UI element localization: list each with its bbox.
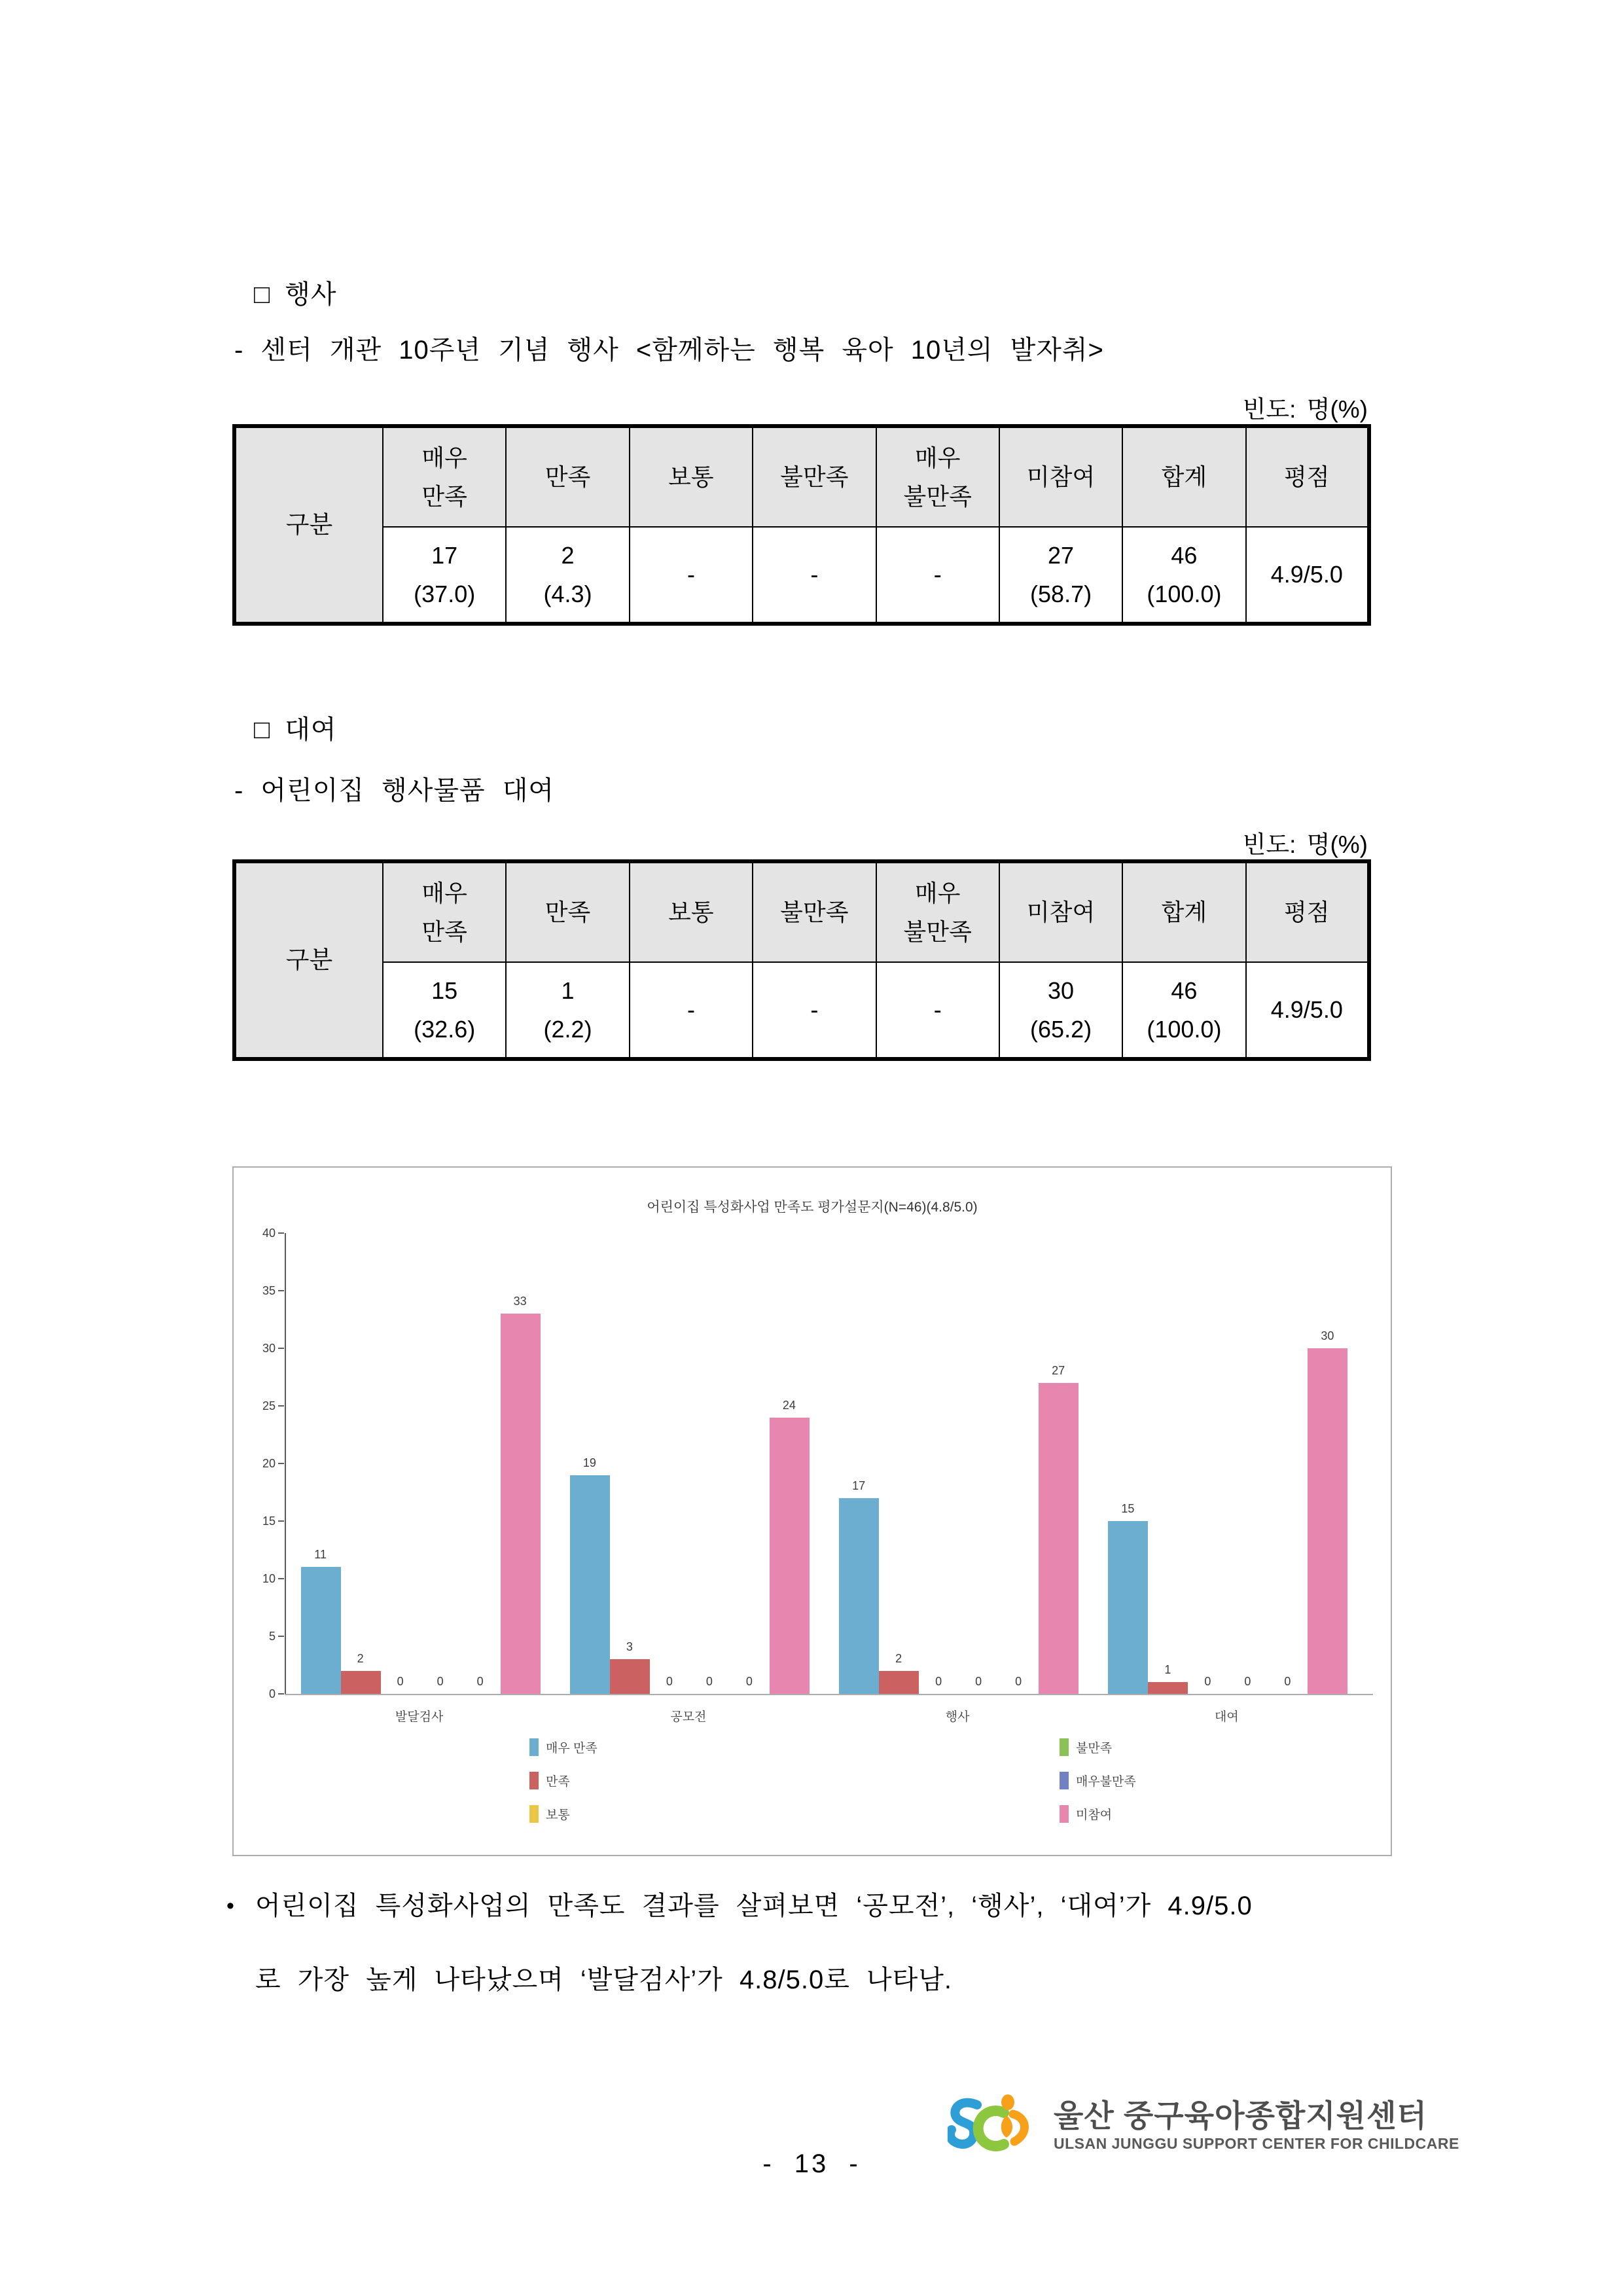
bar-slot: [690, 1233, 730, 1694]
y-axis-tick-mark: [278, 1463, 284, 1464]
col-header: 만족: [506, 861, 629, 962]
bar-value-label: 0: [437, 1675, 444, 1688]
col-header: 보통: [630, 426, 753, 527]
bar-value-label: 3: [626, 1640, 633, 1654]
legend-item-만족: [529, 1772, 597, 1789]
col-header: 만족: [506, 426, 629, 527]
x-axis-line: [285, 1694, 1373, 1695]
bullet-icon: •: [226, 1893, 235, 1918]
frequency-table-event: [232, 424, 1371, 626]
unit-label-rental: 빈도: 명(%): [1242, 831, 1368, 858]
col-header: 매우 불만족: [876, 861, 999, 962]
legend-label: 매우불만족: [1076, 1775, 1136, 1789]
bar-value-label: 24: [782, 1398, 796, 1412]
legend-item-보통: [529, 1805, 597, 1823]
row-header-cell: 구분: [234, 426, 383, 624]
bar-value-label: 0: [1284, 1675, 1291, 1688]
bar-value-label: 0: [1244, 1675, 1251, 1688]
y-axis-tick-label: 20: [262, 1457, 276, 1470]
summary-line: 어린이집 특성화사업의 만족도 결과를 살펴보면 ‘공모전’, ‘행사’, ‘대여’가 4.9/5.0: [255, 1892, 1253, 1920]
bar-slot: [341, 1233, 381, 1694]
bar-value-label: 0: [666, 1675, 673, 1688]
legend-item-매우불만족: [1060, 1772, 1136, 1789]
y-axis-tick-label: 0: [268, 1687, 276, 1700]
col-header: 매우 만족: [383, 426, 506, 527]
bar-slot: [1108, 1233, 1148, 1694]
bar-미참여: [1308, 1348, 1347, 1694]
y-axis-tick-label: 25: [262, 1399, 276, 1412]
bar-value-label: 19: [582, 1456, 596, 1469]
logo-mark-icon: [948, 2093, 1043, 2159]
y-axis-tick-mark: [278, 1290, 284, 1291]
bar-value-label: 0: [397, 1675, 404, 1688]
logo-texts: [1054, 2099, 1459, 2153]
col-header: 매우 만족: [383, 861, 506, 962]
y-axis-tick-label: 5: [268, 1630, 276, 1643]
bar-group-행사: [825, 1233, 1094, 1694]
bar-groups: [286, 1233, 1363, 1694]
col-header: 미참여: [999, 426, 1122, 527]
data-cell: -: [753, 962, 876, 1059]
bar-value-label: 1: [1164, 1663, 1171, 1677]
bar-group-발달검사: [286, 1233, 555, 1694]
legend-swatch-icon: [1060, 1738, 1069, 1756]
row-header-cell: 구분: [234, 861, 383, 1059]
bar-slot: [381, 1233, 421, 1694]
y-axis-tick-mark: [278, 1693, 284, 1695]
data-cell: 46 (100.0): [1122, 962, 1245, 1059]
bar-slot: [839, 1233, 879, 1694]
bar-매우 만족: [570, 1475, 610, 1694]
center-logo: [948, 2093, 1459, 2159]
legend-label: 불만족: [1076, 1742, 1113, 1755]
bar-value-label: 2: [357, 1651, 364, 1665]
bar-value-label: 27: [1052, 1363, 1065, 1377]
y-axis-tick-label: 35: [262, 1284, 276, 1297]
bar-slot: [919, 1233, 959, 1694]
legend-swatch-icon: [1060, 1772, 1069, 1789]
bar-value-label: 0: [705, 1675, 713, 1688]
logo-title: 울산 중구육아종합지원센터: [1054, 2098, 1427, 2133]
y-axis-tick-mark: [278, 1636, 284, 1637]
logo-subtitle: ULSAN JUNGGU SUPPORT CENTER FOR CHILDCARE: [1054, 2135, 1459, 2153]
bar-slot: [1268, 1233, 1308, 1694]
bar-value-label: 11: [314, 1548, 327, 1562]
bar-미참여: [501, 1314, 541, 1694]
col-header: 합계: [1122, 426, 1245, 527]
legend-label: 매우 만족: [546, 1742, 597, 1755]
bar-value-label: 0: [1015, 1675, 1022, 1688]
bar-value-label: 0: [1204, 1675, 1211, 1688]
legend-swatch-icon: [529, 1772, 539, 1789]
chart-title: 어린이집 특성화사업 만족도 평가설문지(N=46)(4.8/5.0): [647, 1200, 978, 1215]
bar-value-label: 0: [476, 1675, 484, 1688]
y-axis-tick-mark: [278, 1405, 284, 1407]
data-cell: -: [630, 527, 753, 624]
legend-swatch-icon: [1060, 1805, 1069, 1823]
legend-swatch-icon: [529, 1805, 539, 1823]
y-axis-tick-mark: [278, 1578, 284, 1579]
bar-value-label: 15: [1121, 1502, 1135, 1515]
col-header: 평점: [1246, 426, 1369, 527]
table-header-row: [234, 861, 1369, 962]
y-axis-tick-label: 40: [262, 1227, 276, 1240]
summary-text: [255, 1869, 1411, 2017]
data-cell: 4.9/5.0: [1246, 962, 1369, 1059]
bar-slot: [1308, 1233, 1347, 1694]
bar-slot: [501, 1233, 541, 1694]
bar-미참여: [770, 1418, 810, 1694]
bar-slot: [730, 1233, 770, 1694]
satisfaction-bar-chart: [232, 1166, 1392, 1856]
chart-legend-right: [1060, 1738, 1136, 1823]
legend-label: 미참여: [1076, 1808, 1113, 1822]
data-cell: -: [753, 527, 876, 624]
bar-value-label: 33: [513, 1295, 527, 1308]
category-label-행사: 행사: [945, 1710, 970, 1724]
bar-value-label: 2: [895, 1651, 902, 1665]
data-cell: 27 (58.7): [999, 527, 1122, 624]
bar-value-label: 0: [935, 1675, 942, 1688]
bar-slot: [1039, 1233, 1079, 1694]
y-axis-tick-mark: [278, 1348, 284, 1349]
legend-item-미참여: [1060, 1805, 1136, 1823]
data-cell: 1 (2.2): [506, 962, 629, 1059]
y-axis-tick-label: 30: [262, 1342, 276, 1355]
category-label-공모전: 공모전: [670, 1710, 707, 1724]
y-axis-tick-mark: [278, 1232, 284, 1234]
section-subline-rental: - 어린이집 행사물품 대여: [234, 776, 555, 805]
section-heading-event: □ 행사: [254, 280, 337, 309]
col-header: 미참여: [999, 861, 1122, 962]
bar-slot: [1148, 1233, 1188, 1694]
section-subline-event: - 센터 개관 10주년 기념 행사 <함께하는 행복 육아 10년의 발자취>: [234, 336, 1104, 365]
y-axis-tick-label: 10: [262, 1572, 276, 1585]
category-label-발달검사: 발달검사: [395, 1710, 444, 1724]
legend-label: 만족: [546, 1775, 570, 1789]
summary-line: 로 가장 높게 나타났으며 ‘발달검사’가 4.8/5.0로 나타남.: [255, 1965, 953, 1994]
data-cell: 17 (37.0): [383, 527, 506, 624]
bar-slot: [999, 1233, 1039, 1694]
bar-value-label: 30: [1321, 1329, 1334, 1342]
col-header: 평점: [1246, 861, 1369, 962]
data-cell: 46 (100.0): [1122, 527, 1245, 624]
bar-value-label: 17: [852, 1479, 866, 1492]
col-header: 불만족: [753, 426, 876, 527]
bar-slot: [650, 1233, 690, 1694]
bar-group-대여: [1094, 1233, 1363, 1694]
category-axis-labels: [285, 1707, 1361, 1725]
col-header: 매우 불만족: [876, 426, 999, 527]
data-cell: 15 (32.6): [383, 962, 506, 1059]
data-cell: 30 (65.2): [999, 962, 1122, 1059]
col-header: 보통: [630, 861, 753, 962]
data-cell: -: [630, 962, 753, 1059]
table-data-row: [234, 962, 1369, 1059]
data-cell: 2 (4.3): [506, 527, 629, 624]
summary-paragraph: [226, 1869, 1411, 2017]
chart-plot-area: [262, 1227, 1363, 1700]
bar-slot: [301, 1233, 341, 1694]
section-heading-rental: □ 대여: [254, 715, 337, 744]
data-cell: -: [876, 527, 999, 624]
bar-value-label: 0: [745, 1675, 753, 1688]
chart-legend-left: [529, 1738, 597, 1823]
legend-item-매우 만족: [529, 1738, 597, 1756]
col-header: 합계: [1122, 861, 1245, 962]
bar-value-label: 0: [975, 1675, 982, 1688]
col-header: 불만족: [753, 861, 876, 962]
bar-slot: [610, 1233, 650, 1694]
category-label-대여: 대여: [1215, 1710, 1239, 1724]
bar-slot: [1188, 1233, 1228, 1694]
table-data-row: [234, 527, 1369, 624]
unit-label-event: 빈도: 명(%): [1242, 396, 1368, 423]
bar-미참여: [1039, 1383, 1079, 1694]
bar-group-공모전: [555, 1233, 824, 1694]
frequency-table-rental: [232, 859, 1371, 1061]
page-number: - 13 -: [762, 2149, 861, 2178]
data-cell: 4.9/5.0: [1246, 527, 1369, 624]
bar-slot: [1228, 1233, 1268, 1694]
legend-item-불만족: [1060, 1738, 1136, 1756]
table-header-row: [234, 426, 1369, 527]
bar-slot: [570, 1233, 610, 1694]
bar-slot: [879, 1233, 919, 1694]
bar-매우 만족: [301, 1567, 341, 1694]
bar-slot: [421, 1233, 461, 1694]
y-axis-tick-label: 15: [262, 1515, 276, 1528]
data-cell: -: [876, 962, 999, 1059]
bar-slot: [959, 1233, 999, 1694]
bar-slot: [770, 1233, 810, 1694]
legend-swatch-icon: [529, 1738, 539, 1756]
legend-label: 보통: [546, 1808, 570, 1822]
y-axis-tick-mark: [278, 1520, 284, 1522]
